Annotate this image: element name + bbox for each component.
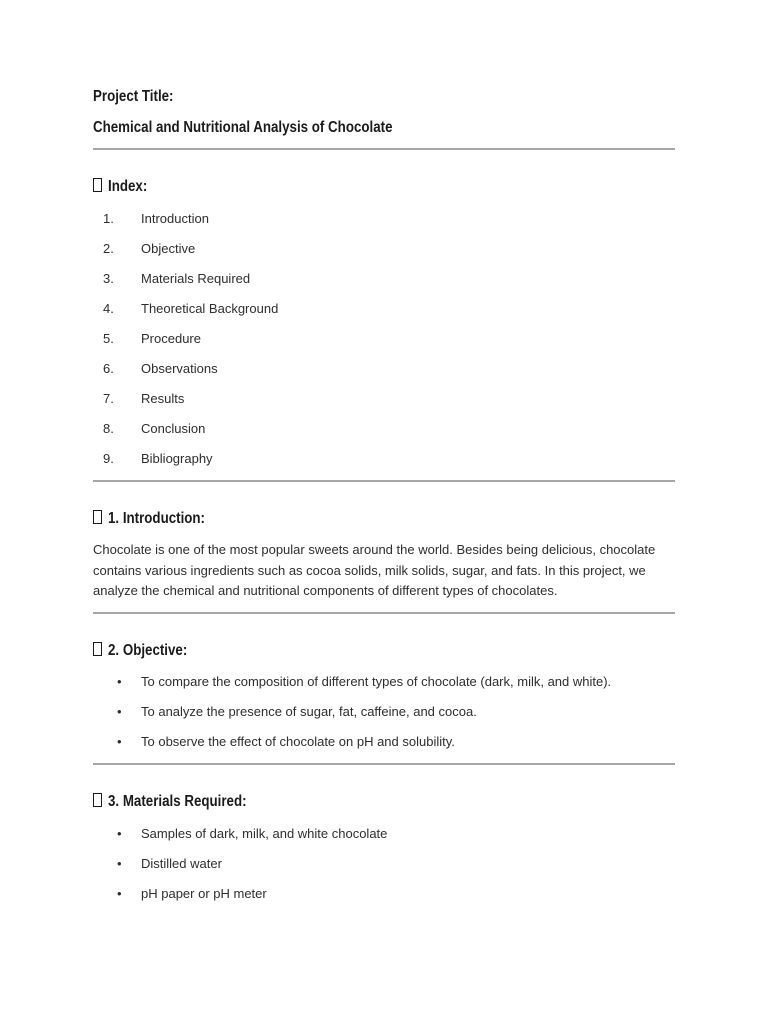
- divider: [93, 480, 675, 482]
- project-title-label-text: Project Title:: [93, 88, 174, 105]
- index-list: [93, 210, 675, 467]
- section-materials-heading: [93, 793, 675, 810]
- objective-item: [93, 733, 675, 750]
- material-item: [93, 825, 675, 842]
- objective-item-text: To compare the composition of different types of chocolate (dark, milk, and white).: [141, 673, 612, 689]
- missing-emoji-icon: [93, 793, 102, 807]
- index-item: [93, 390, 675, 407]
- index-item-label: Theoretical Background: [141, 301, 279, 316]
- missing-emoji-icon: [93, 642, 102, 656]
- index-heading-text: Index:: [108, 178, 148, 195]
- index-item-label: Procedure: [141, 331, 201, 346]
- index-item: [93, 330, 675, 347]
- section-objective-heading: [93, 642, 675, 659]
- index-item-label: Objective: [141, 241, 196, 256]
- objective-list: [93, 673, 675, 750]
- divider: [93, 148, 675, 150]
- material-item-text: Distilled water: [141, 855, 222, 871]
- divider: [93, 763, 675, 765]
- index-item: [93, 300, 675, 317]
- project-title: [93, 119, 675, 136]
- document-content: [93, 88, 675, 915]
- index-item-label: Introduction: [141, 211, 209, 226]
- index-item-label: Results: [141, 391, 185, 406]
- project-title-text: Chemical and Nutritional Analysis of Chocolate: [93, 119, 393, 136]
- materials-list: [93, 825, 675, 902]
- missing-emoji-icon: [93, 178, 102, 192]
- index-item: [93, 270, 675, 287]
- objective-item-text: To observe the effect of chocolate on pH and solubility.: [141, 733, 455, 749]
- material-item: [93, 885, 675, 902]
- divider: [93, 612, 675, 614]
- index-item: [93, 450, 675, 467]
- material-item: [93, 855, 675, 872]
- section-heading-text: 3. Materials Required:: [108, 792, 247, 810]
- index-item-label: Conclusion: [141, 421, 206, 436]
- index-item-label: Observations: [141, 361, 218, 376]
- project-title-label: [93, 88, 675, 105]
- index-heading: [93, 178, 675, 195]
- index-item: [93, 210, 675, 227]
- section-heading-text: 1. Introduction:: [108, 510, 206, 527]
- section-introduction-heading: [93, 510, 675, 527]
- missing-emoji-icon: [93, 510, 102, 524]
- material-item-text: pH paper or pH meter: [141, 885, 267, 901]
- index-item: [93, 360, 675, 377]
- objective-item: [93, 703, 675, 720]
- material-item-text: Samples of dark, milk, and white chocolate: [141, 825, 388, 841]
- index-item: [93, 420, 675, 437]
- objective-item: [93, 673, 675, 690]
- index-item-label: Bibliography: [141, 451, 213, 466]
- index-item: [93, 240, 675, 257]
- introduction-paragraph: Chocolate is one of the most popular sweets around the world. Besides being delicious, chocolate contains various ingredients such as cocoa solids, milk solids, sugar, and fats. In this project, we analyze the chemical and nutritional components of different types of chocolates.: [93, 542, 656, 598]
- section-heading-text: 2. Objective:: [108, 641, 188, 659]
- objective-item-text: To analyze the presence of sugar, fat, caffeine, and cocoa.: [141, 703, 477, 719]
- index-item-label: Materials Required: [141, 271, 251, 286]
